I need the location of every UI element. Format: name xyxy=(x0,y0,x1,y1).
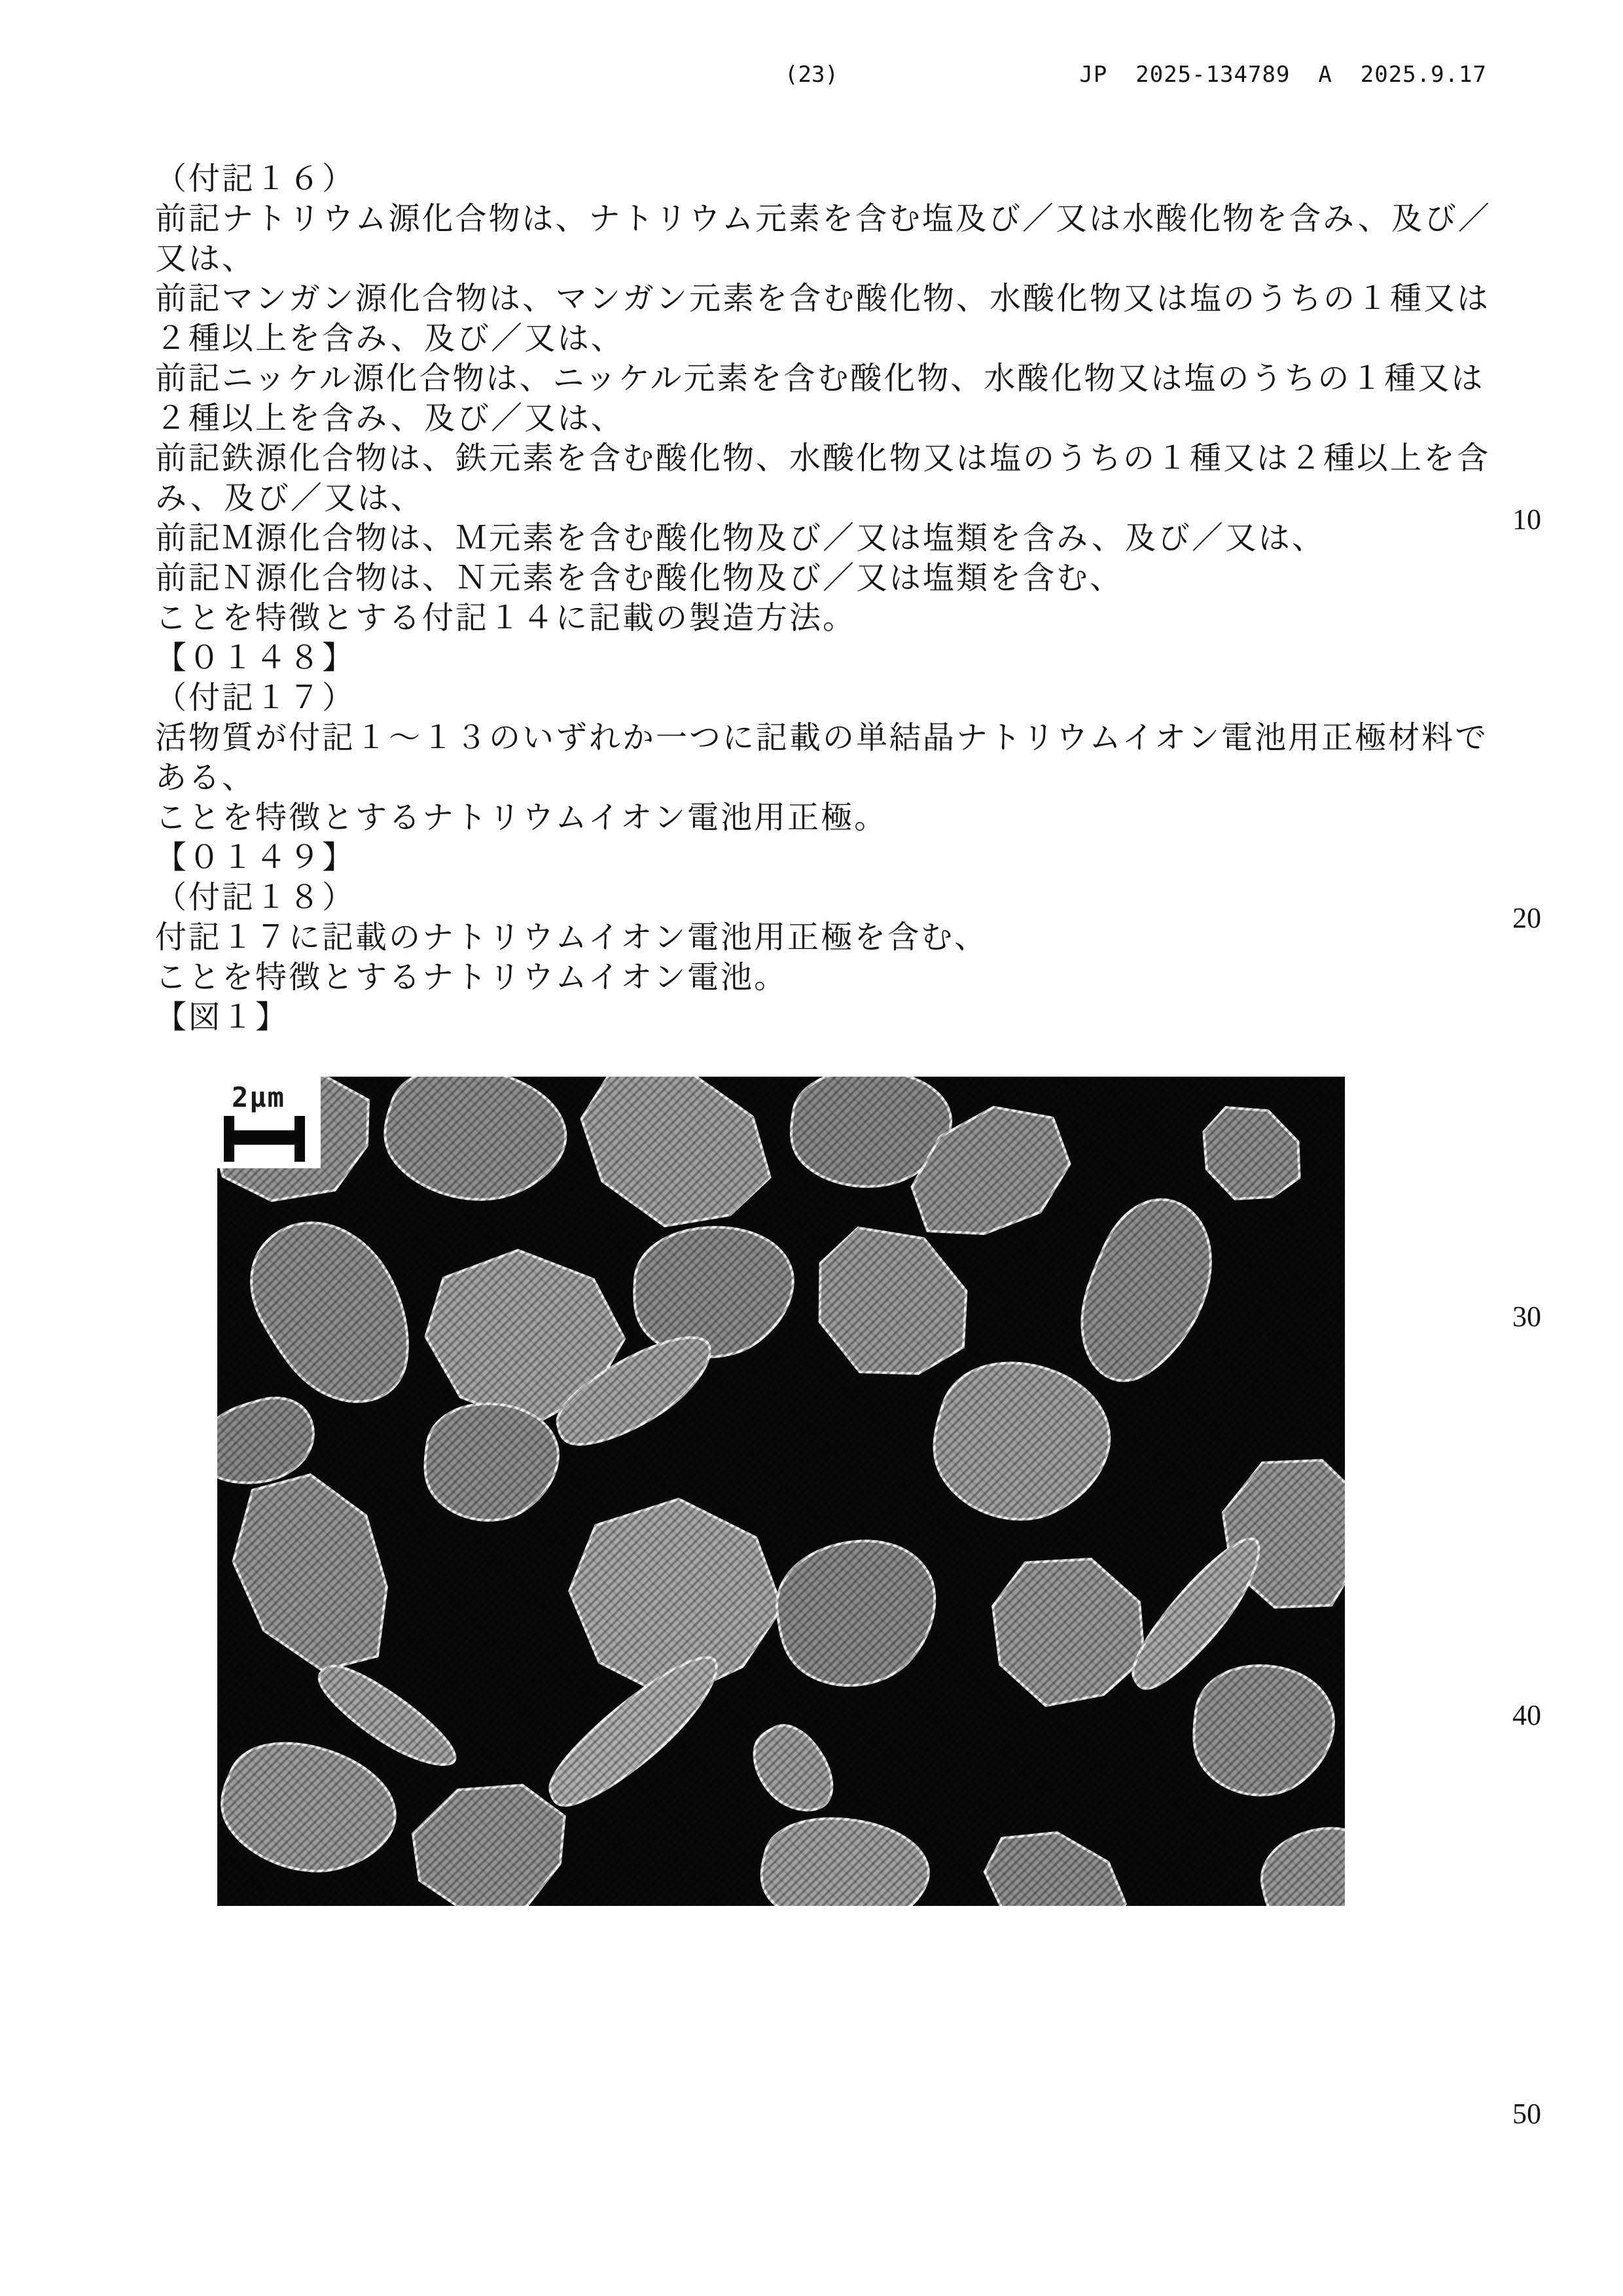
scale-bar-label: 2μm xyxy=(232,1081,285,1113)
text-line: 活物質が付記１～１３のいずれか一つに記載の単結晶ナトリウムイオン電池用正極材料で xyxy=(155,721,1489,755)
page-number: (23) xyxy=(785,62,838,88)
text-line: ２種以上を含み、及び／又は、 xyxy=(155,321,624,356)
text-line: 又は、 xyxy=(155,242,256,276)
paragraph-number-0148: 【０１４８】 xyxy=(155,641,356,675)
scale-bar-line xyxy=(226,1130,302,1145)
figure-1-sem-micrograph xyxy=(217,1077,1345,1906)
margin-line-number-10: 10 xyxy=(1512,503,1541,535)
text-line: み、及び／又は、 xyxy=(155,481,424,516)
margin-line-number-40: 40 xyxy=(1512,1699,1541,1731)
sem-image xyxy=(217,1077,1345,1906)
margin-line-number-20: 20 xyxy=(1512,902,1541,934)
margin-line-number-30: 30 xyxy=(1512,1300,1541,1333)
text-line: （付記１８） xyxy=(155,880,356,915)
text-line: 前記Ｎ源化合物は、Ｎ元素を含む酸化物及び／又は塩類を含む、 xyxy=(155,561,1124,596)
claims-appendix-text xyxy=(155,159,1510,1037)
text-line: （付記１６） xyxy=(155,162,356,196)
text-line: ことを特徴とするナトリウムイオン電池。 xyxy=(155,960,788,995)
text-line: 前記鉄源化合物は、鉄元素を含む酸化物、水酸化物又は塩のうちの１種又は２種以上を含 xyxy=(155,441,1491,476)
publication-reference: JP 2025-134789 A 2025.9.17 xyxy=(1079,62,1487,88)
margin-line-number-50: 50 xyxy=(1512,2098,1541,2130)
figure-label: 【図１】 xyxy=(155,1000,289,1035)
scale-bar xyxy=(217,1077,321,1168)
text-line: 前記ナトリウム源化合物は、ナトリウム元素を含む塩及び／又は水酸化物を含み、及び／ xyxy=(155,202,1491,236)
text-line: 前記ニッケル源化合物は、ニッケル元素を含む酸化物、水酸化物又は塩のうちの１種又は xyxy=(155,361,1485,396)
text-line: 前記マンガン源化合物は、マンガン元素を含む酸化物、水酸化物又は塩のうちの１種又は xyxy=(155,281,1491,316)
text-line: （付記１７） xyxy=(155,681,356,715)
text-line: ある、 xyxy=(155,761,256,795)
text-line: ２種以上を含み、及び／又は、 xyxy=(155,401,624,436)
text-line: ことを特徴とする付記１４に記載の製造方法。 xyxy=(155,601,857,636)
text-line: 前記Ｍ源化合物は、Ｍ元素を含む酸化物及び／又は塩類を含み、及び／又は、 xyxy=(155,521,1325,556)
halftone-texture-cross xyxy=(217,1077,1345,1906)
paragraph-number-0149: 【０１４９】 xyxy=(155,840,356,875)
text-line: 付記１７に記載のナトリウムイオン電池用正極を含む、 xyxy=(155,920,988,955)
text-line: ことを特徴とするナトリウムイオン電池用正極。 xyxy=(155,800,888,835)
